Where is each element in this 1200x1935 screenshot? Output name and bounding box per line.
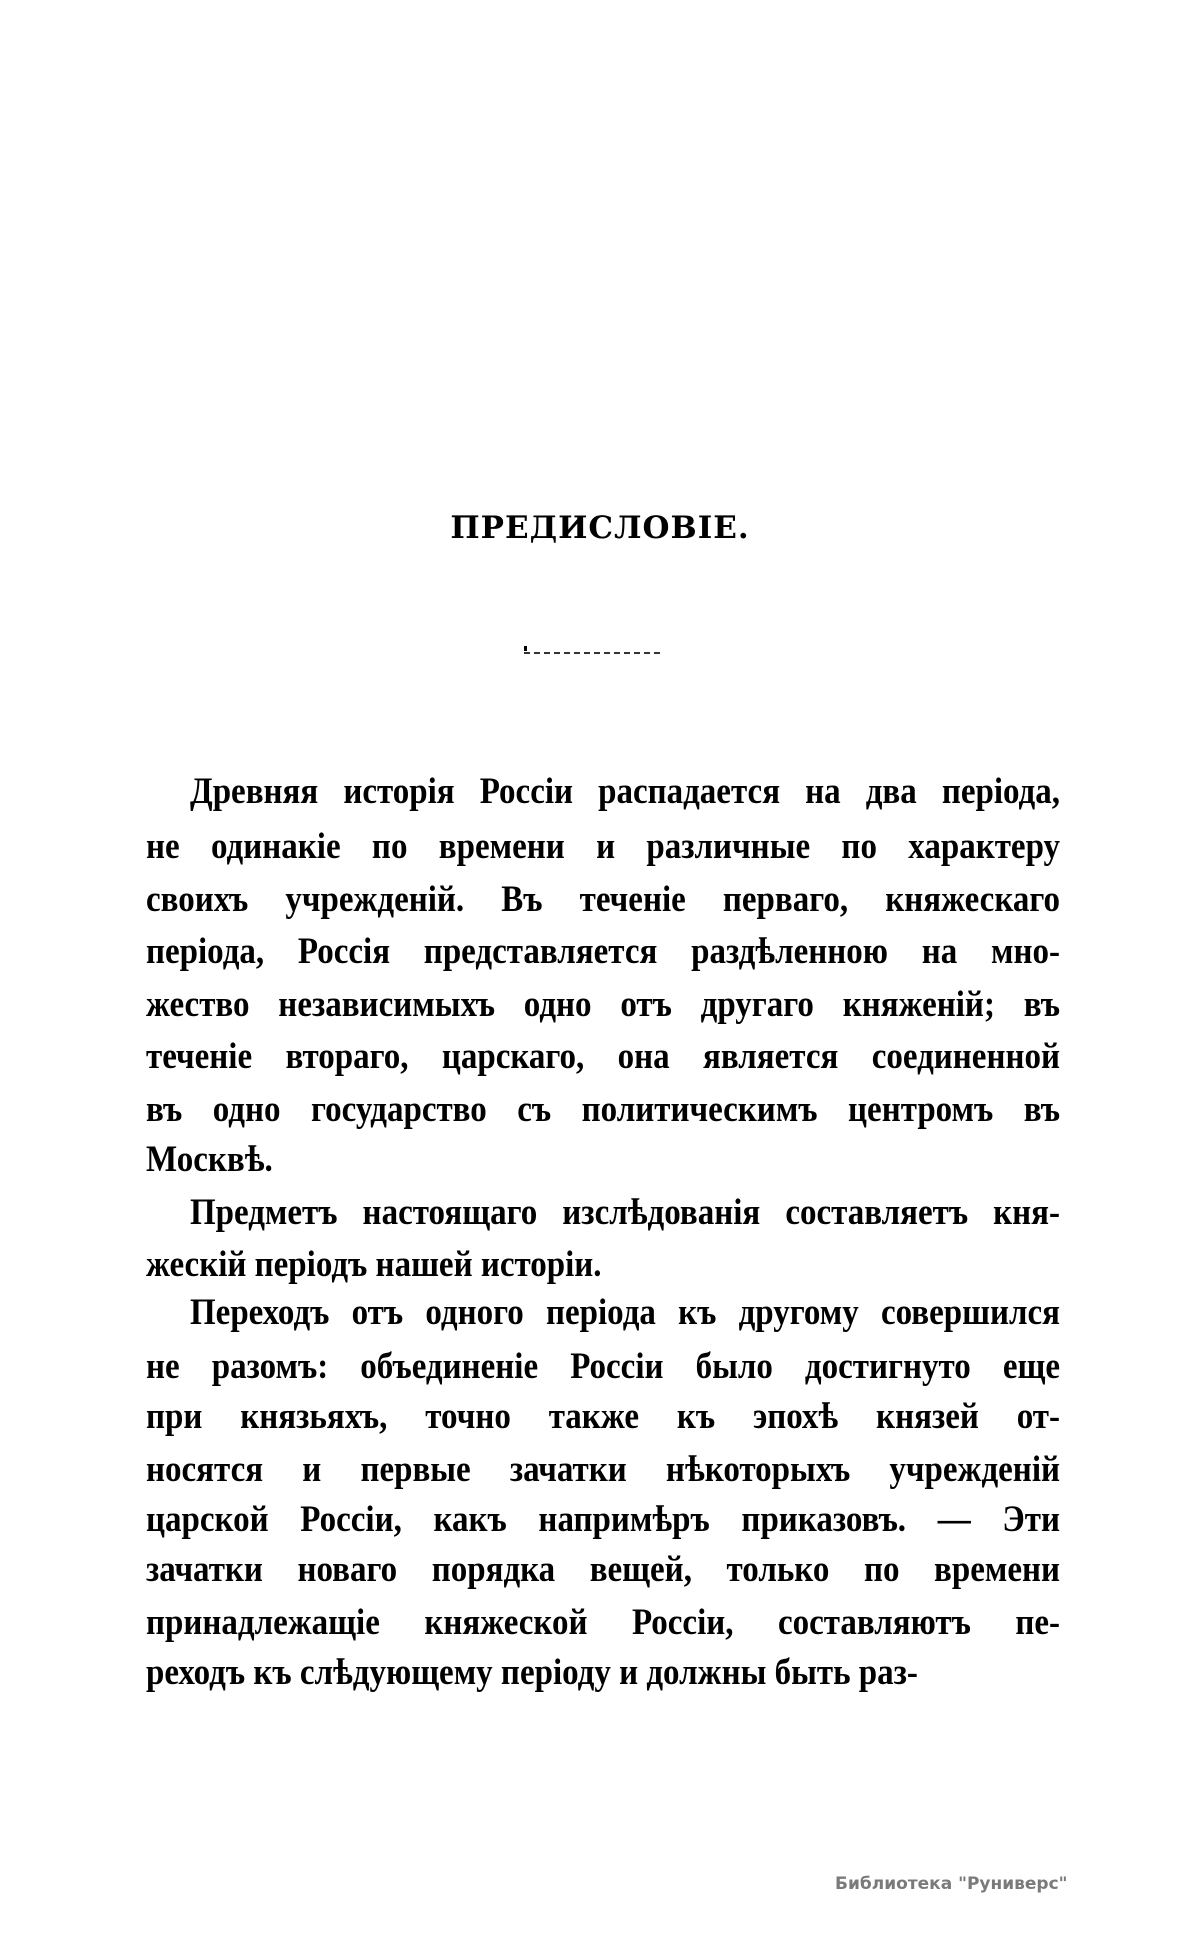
text-line: зачатки новаго порядка вещей, только по времени bbox=[146, 1549, 1060, 1591]
separator-dot bbox=[524, 646, 527, 651]
text-line: жескій періодъ нашей исторіи. bbox=[146, 1244, 602, 1286]
library-watermark: Библиотека "Руниверс" bbox=[835, 1874, 1068, 1894]
text-line: принадлежащіе княжеской Россіи, составляютъ пе- bbox=[146, 1602, 1060, 1644]
text-line: Переходъ отъ одного періода къ другому совершился bbox=[190, 1292, 1060, 1334]
text-line: Древняя исторія Россіи распадается на два періода, bbox=[190, 771, 1060, 813]
text-line: не разомъ: объединеніе Россіи было достигнуто еще bbox=[146, 1346, 1060, 1388]
chapter-title: ПРЕДИСЛОВІЕ. bbox=[450, 510, 750, 546]
text-line: реходъ къ слѣдующему періоду и должны быть раз- bbox=[146, 1652, 918, 1694]
title-separator bbox=[524, 652, 660, 656]
text-line: при князьяхъ, точно также къ эпохѣ князей от- bbox=[146, 1396, 1060, 1438]
text-line: носятся и первые зачатки нѣкоторыхъ учрежденій bbox=[146, 1449, 1060, 1491]
text-line: Москвѣ. bbox=[146, 1139, 273, 1181]
text-line: теченіе втораго, царскаго, она является соединенной bbox=[146, 1036, 1060, 1078]
text-line: царской Россіи, какъ напримѣръ приказовъ. — Эти bbox=[146, 1499, 1060, 1541]
text-line: не одинакіе по времени и различные по характеру bbox=[146, 826, 1060, 868]
text-line: въ одно государство съ политическимъ центромъ въ bbox=[146, 1089, 1060, 1131]
text-line: своихъ учрежденій. Въ теченіе перваго, княжескаго bbox=[146, 879, 1060, 921]
text-line: періода, Россія представляется раздѣленною на мно- bbox=[146, 931, 1060, 973]
text-line: жество независимыхъ одно отъ другаго княженій; въ bbox=[146, 984, 1060, 1026]
text-line: Предметъ настоящаго изслѣдованія составляетъ кня- bbox=[190, 1192, 1060, 1234]
